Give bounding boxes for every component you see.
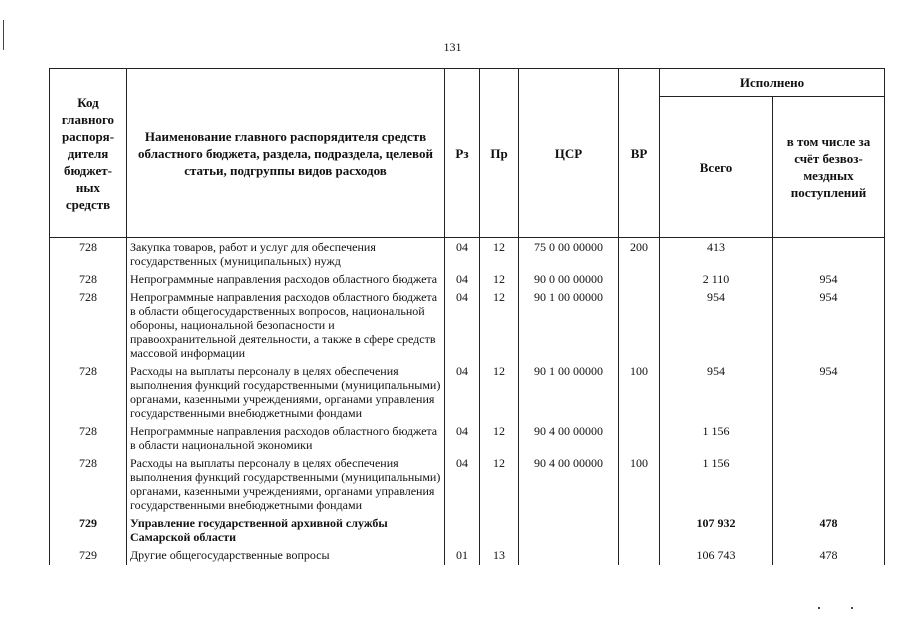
cell-csr: 90 4 00 00000 <box>519 423 619 455</box>
cell-total: 2 110 <box>660 271 773 289</box>
cell-vr: 200 <box>619 238 660 272</box>
cell-code: 728 <box>50 455 127 515</box>
cell-total: 954 <box>660 289 773 363</box>
cell-csr: 90 4 00 00000 <box>519 455 619 515</box>
cell-csr <box>519 515 619 547</box>
cell-rz: 04 <box>445 238 480 272</box>
budget-execution-table <box>49 68 885 565</box>
header-pr: Пр <box>480 69 519 238</box>
cell-name: Непрограммные направления расходов областного бюджета в области общегосударственных вопросов, национальной обороны, национальной безопасности и правоохранительной деятельности, а также в сфере средств массовой информации <box>127 289 445 363</box>
header-vr: ВР <box>619 69 660 238</box>
table-header <box>50 69 885 238</box>
cell-pr: 12 <box>480 363 519 423</box>
cell-code: 729 <box>50 547 127 565</box>
table-row <box>50 423 885 455</box>
cell-csr <box>519 547 619 565</box>
header-executed: Исполнено <box>660 69 885 97</box>
cell-rz: 04 <box>445 289 480 363</box>
cell-name: Расходы на выплаты персоналу в целях обеспечения выполнения функций государственными (муниципальными) органами, казенными учреждениями, органами управления государственными внебюджетными фондами <box>127 363 445 423</box>
cell-gratuitous: 954 <box>773 271 885 289</box>
cell-gratuitous: 478 <box>773 515 885 547</box>
cell-gratuitous: 954 <box>773 289 885 363</box>
cell-code: 728 <box>50 423 127 455</box>
header-rz: Рз <box>445 69 480 238</box>
cell-rz: 04 <box>445 423 480 455</box>
cell-name: Закупка товаров, работ и услуг для обеспечения государственных (муниципальных) нужд <box>127 238 445 272</box>
table-row <box>50 455 885 515</box>
cell-name: Управление государственной архивной службы Самарской области <box>127 515 445 547</box>
page-number: 131 <box>443 40 462 54</box>
cell-pr: 12 <box>480 238 519 272</box>
cell-name: Расходы на выплаты персоналу в целях обеспечения выполнения функций государственными (муниципальными) органами, казенными учреждениями, органами управления государственными внебюджетными фондами <box>127 455 445 515</box>
cell-vr: 100 <box>619 455 660 515</box>
cell-rz: 04 <box>445 271 480 289</box>
cell-total: 1 156 <box>660 455 773 515</box>
cell-gratuitous: 478 <box>773 547 885 565</box>
cell-gratuitous <box>773 423 885 455</box>
cell-pr: 12 <box>480 271 519 289</box>
cell-total: 1 156 <box>660 423 773 455</box>
cell-pr: 12 <box>480 289 519 363</box>
bottom-dot <box>851 607 853 609</box>
cell-code: 728 <box>50 271 127 289</box>
cell-csr: 90 0 00 00000 <box>519 271 619 289</box>
cell-rz: 04 <box>445 455 480 515</box>
cell-pr: 12 <box>480 423 519 455</box>
table-row <box>50 363 885 423</box>
cell-pr: 13 <box>480 547 519 565</box>
cell-vr <box>619 547 660 565</box>
cell-rz: 04 <box>445 363 480 423</box>
cell-total: 954 <box>660 363 773 423</box>
header-total: Всего <box>660 97 773 238</box>
cell-code: 728 <box>50 289 127 363</box>
cell-csr: 75 0 00 00000 <box>519 238 619 272</box>
cell-code: 728 <box>50 238 127 272</box>
table-row <box>50 515 885 547</box>
cell-name: Непрограммные направления расходов областного бюджета в области национальной экономики <box>127 423 445 455</box>
cell-csr: 90 1 00 00000 <box>519 363 619 423</box>
cell-name: Непрограммные направления расходов областного бюджета <box>127 271 445 289</box>
table-row <box>50 289 885 363</box>
cell-pr: 12 <box>480 455 519 515</box>
cell-vr <box>619 423 660 455</box>
cell-vr <box>619 515 660 547</box>
cell-total: 413 <box>660 238 773 272</box>
cell-total: 107 932 <box>660 515 773 547</box>
header-csr: ЦСР <box>519 69 619 238</box>
cell-vr <box>619 289 660 363</box>
cell-pr <box>480 515 519 547</box>
left-edge-mark <box>3 20 4 50</box>
bottom-dot <box>818 607 820 609</box>
cell-rz: 01 <box>445 547 480 565</box>
header-code: Код главного распоря-дителя бюджет-ных средств <box>50 69 127 238</box>
cell-code: 728 <box>50 363 127 423</box>
cell-gratuitous: 954 <box>773 363 885 423</box>
cell-code: 729 <box>50 515 127 547</box>
cell-vr <box>619 271 660 289</box>
cell-csr: 90 1 00 00000 <box>519 289 619 363</box>
cell-vr: 100 <box>619 363 660 423</box>
cell-gratuitous <box>773 238 885 272</box>
table-row <box>50 547 885 565</box>
table-row <box>50 238 885 272</box>
cell-rz <box>445 515 480 547</box>
cell-total: 106 743 <box>660 547 773 565</box>
table-row <box>50 271 885 289</box>
header-name: Наименование главного распорядителя средств областного бюджета, раздела, подраздела, целевой статьи, подгруппы видов расходов <box>127 69 445 238</box>
cell-gratuitous <box>773 455 885 515</box>
table-body <box>50 238 885 566</box>
cell-name: Другие общегосударственные вопросы <box>127 547 445 565</box>
header-gratuitous: в том числе за счёт безвоз-мездных поступлений <box>773 97 885 238</box>
